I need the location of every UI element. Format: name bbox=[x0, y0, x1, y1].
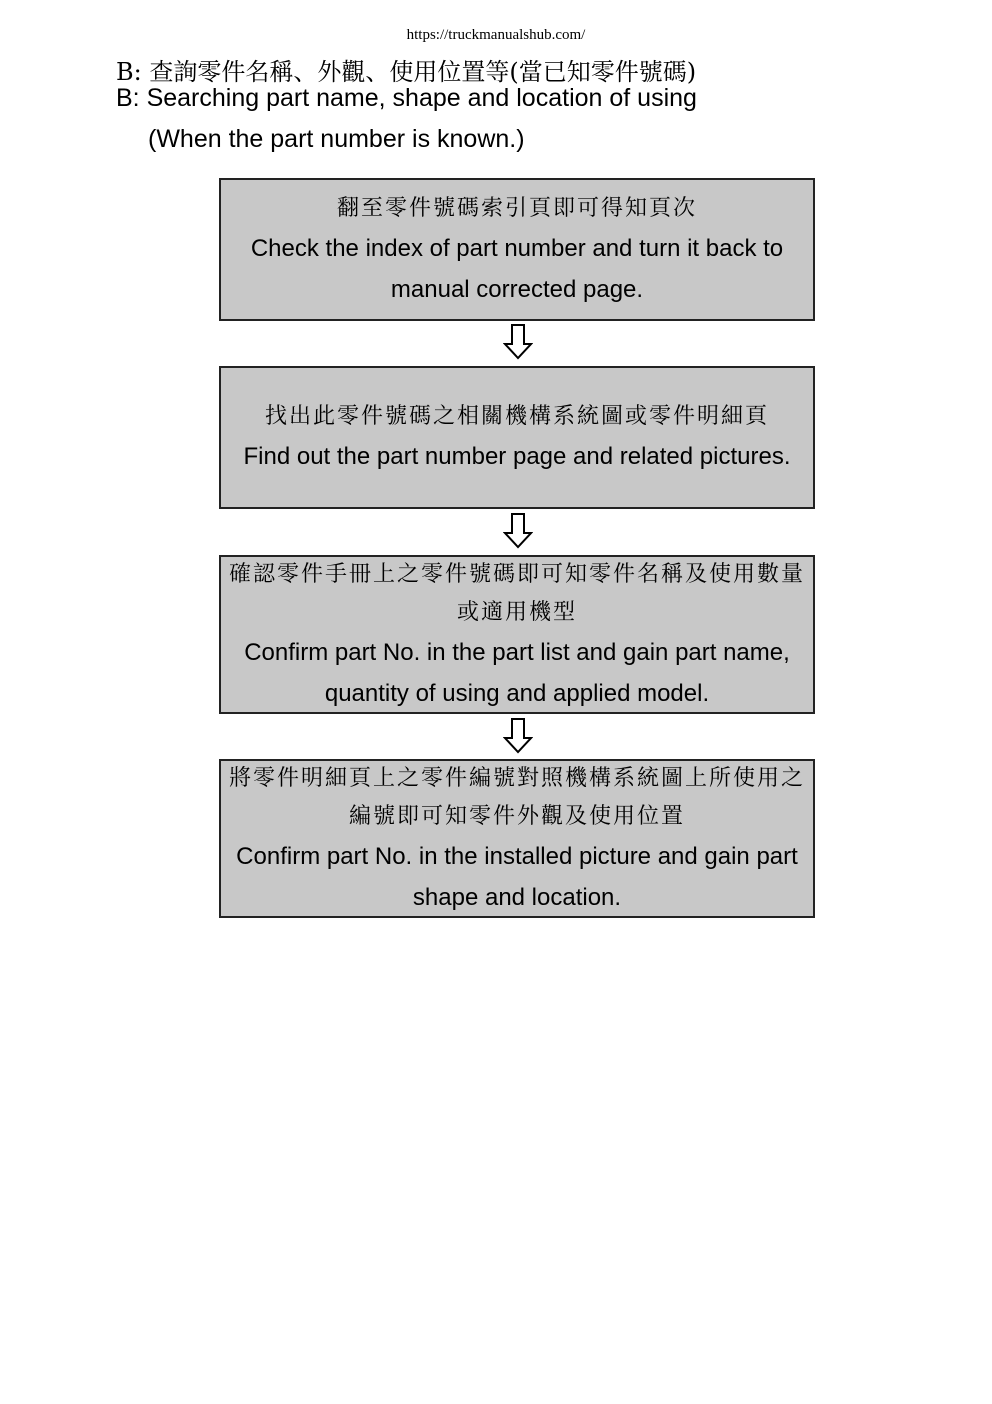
flow-step-2 bbox=[219, 366, 815, 509]
flow-step-1-english: Check the index of part number and turn it back to manual corrected page. bbox=[250, 234, 784, 303]
source-url: https://truckmanualshub.com/ bbox=[406, 27, 586, 43]
flow-step-1-chinese: 翻至零件號碼索引頁即可得知頁次 bbox=[336, 195, 697, 221]
flow-step-4 bbox=[219, 759, 815, 918]
flow-step-1 bbox=[219, 178, 815, 321]
flow-step-3-chinese: 確認零件手冊上之零件號碼即可知零件名稱及使用數量或適用機型 bbox=[228, 561, 805, 625]
down-arrow-icon bbox=[503, 324, 533, 360]
flow-step-3-english: Confirm part No. in the part list and gain part name, quantity of using and applied model. bbox=[244, 638, 790, 707]
section-title-english: B: Searching part name, shape and location of using bbox=[116, 84, 697, 112]
flow-step-2-english: Find out the part number page and related pictures. bbox=[243, 443, 791, 470]
flow-step-3 bbox=[219, 555, 815, 714]
flow-step-2-chinese: 找出此零件號碼之相關機構系統圖或零件明細頁 bbox=[264, 404, 769, 429]
flow-step-4-english: Confirm part No. in the installed picture and gain part shape and location. bbox=[236, 842, 798, 911]
section-title-chinese: B: 查詢零件名稱、外觀、使用位置等(當已知零件號碼) bbox=[116, 58, 697, 86]
flow-step-4-chinese: 將零件明細頁上之零件編號對照機構系統圖上所使用之編號即可知零件外觀及使用位置 bbox=[228, 765, 805, 829]
down-arrow-icon bbox=[503, 513, 533, 549]
section-subtitle-english: (When the part number is known.) bbox=[148, 125, 525, 153]
down-arrow-icon bbox=[503, 718, 533, 754]
